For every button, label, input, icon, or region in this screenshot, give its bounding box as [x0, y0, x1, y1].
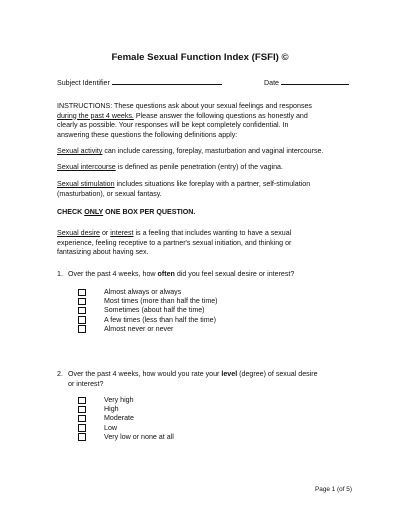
interest-term: interest — [110, 229, 134, 237]
question-number: 2. — [57, 370, 63, 378]
option-label: Almost never or never — [104, 324, 174, 333]
instructions-line-3: clearly as possible. Your responses will be kept completely confidential. In — [57, 121, 289, 130]
checkbox[interactable] — [78, 325, 86, 333]
option-label: Sometimes (about half the time) — [104, 306, 205, 315]
checkbox[interactable] — [78, 298, 86, 306]
level-emphasis: level — [221, 370, 238, 378]
instructions-line-1: INSTRUCTIONS: These questions ask about your sexual feelings and responses — [57, 102, 312, 110]
option-label: High — [104, 405, 119, 414]
past-4-weeks-emphasis: during the past 4 weeks. — [57, 111, 134, 120]
option-label: Very high — [104, 396, 134, 404]
option-label: Low — [104, 423, 118, 432]
check-one-box-instruction: CHECK ONLY ONE BOX PER QUESTION. — [57, 208, 196, 216]
date-line[interactable] — [281, 84, 349, 85]
checkbox[interactable] — [78, 415, 86, 423]
sexual-intercourse-definition: Sexual intercourse is defined as penile penetration (entry) of the vagina. — [57, 163, 283, 171]
option-label: A few times (less than half the time) — [104, 315, 216, 324]
subject-identifier-line[interactable] — [112, 84, 222, 85]
date-label: Date — [264, 79, 279, 87]
document-title: Female Sexual Function Index (FSFI) © — [111, 52, 289, 63]
checkbox[interactable] — [78, 424, 86, 432]
checkbox[interactable] — [78, 406, 86, 414]
question-text-continued: or interest? — [68, 379, 104, 388]
page-number: Page 1 (of 5) — [315, 486, 352, 493]
checkbox[interactable] — [78, 433, 86, 441]
question-text: Over the past 4 weeks, how often did you feel sexual desire or interest? — [68, 270, 295, 278]
sexual-desire-term: Sexual desire — [57, 229, 100, 237]
sexual-intercourse-term: Sexual intercourse — [57, 163, 116, 171]
option-label: Very low or none at all — [104, 432, 174, 441]
question-number: 1. — [57, 270, 63, 278]
sexual-stimulation-definition: Sexual stimulation includes situations like foreplay with a partner, self-stimulation (masturbation), or sexual fantasy. — [57, 180, 311, 198]
instructions-paragraph — [57, 102, 357, 140]
checkbox[interactable] — [78, 397, 86, 405]
question-text: Over the past 4 weeks, how would you rate your level (degree) of sexual desire — [68, 370, 318, 378]
checkbox[interactable] — [78, 316, 86, 324]
sexual-activity-definition: Sexual activity can include caressing, foreplay, masturbation and vaginal intercourse. — [57, 147, 324, 155]
sexual-desire-definition: Sexual desire or interest is a feeling that includes wanting to have a sexual experience, feeling receptive to a partner's sexual initiation, and thinking or fantasizing about having sex. — [57, 229, 292, 257]
instructions-line-4: answering these questions the following definitions apply: — [57, 130, 238, 139]
subject-identifier-label: Subject Identifier — [57, 79, 110, 87]
sexual-activity-term: Sexual activity — [57, 147, 103, 155]
sexual-stimulation-term: Sexual stimulation — [57, 180, 115, 188]
often-emphasis: often — [157, 270, 175, 278]
instructions-line-2: during the past 4 weeks. Please answer the following questions as honestly and — [57, 111, 308, 120]
checkbox[interactable] — [78, 289, 86, 297]
only-emphasis: ONLY — [84, 208, 104, 216]
date-field[interactable] — [264, 79, 349, 87]
checkbox[interactable] — [78, 307, 86, 315]
option-label: Almost always or always — [104, 288, 182, 296]
option-label: Most times (more than half the time) — [104, 297, 218, 306]
option-label: Moderate — [104, 414, 134, 423]
